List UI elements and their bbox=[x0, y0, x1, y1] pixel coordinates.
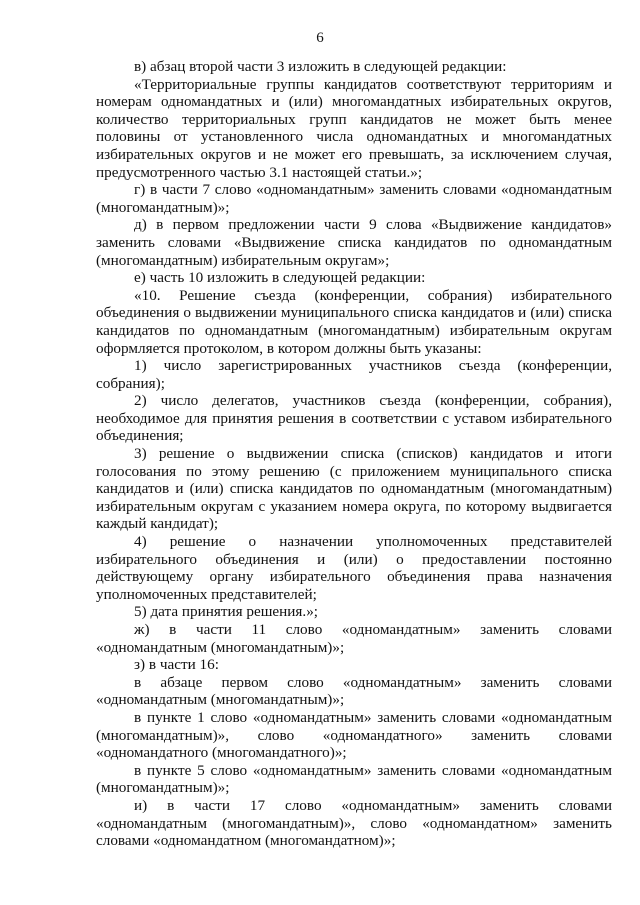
paragraph-quote-territorial-groups: «Территориальные группы кандидатов соответствуют территориям и номерам одномандатных и (или) многомандатных избирательных округов, количество территориальных групп кандидатов не может быть менее половины от установленного числа одномандатных и многомандатных избирательных округов и не может его превышать, за исключением случая, предусмотренного частью 3.1 настоящей статьи.»; bbox=[96, 75, 612, 181]
list-item-5: 5) дата принятия решения.»; bbox=[134, 603, 319, 621]
list-item-1: 1) число зарегистрированных участников съезда (конференции, собрания); bbox=[96, 357, 612, 392]
list-item-2: 2) число делегатов, участников съезда (конференции, собрания), необходимое для принятия решения в соответствии с уставом избирательного объединения; bbox=[96, 392, 612, 445]
paragraph-z-abzac-1: в абзаце первом слово «одномандатным» заменить словами «одномандатным (многомандатным)»; bbox=[96, 673, 612, 709]
paragraph-z: з) в части 16: bbox=[134, 656, 219, 674]
list-item-3: 3) решение о выдвижении списка (списков) кандидатов и итоги голосования по этому решению (с приложением муниципального списка кандидатов и (или) списка кандидатов по одномандатным (многомандатным) избирательным округам с указанием номера округа, по которому выдвигается каждый кандидат); bbox=[96, 445, 612, 533]
page-number: 6 bbox=[316, 30, 324, 46]
document-body bbox=[96, 58, 612, 850]
paragraph-g: г) в части 7 слово «одномандатным» заменить словами «одномандатным (многомандатным)»; bbox=[96, 181, 612, 216]
paragraph-i: и) в части 17 слово «одномандатным» заменить словами «одномандатным (многомандатным)», слово «одномандатном» заменить словами «одномандатном (многомандатном)»; bbox=[96, 796, 612, 850]
list-item-4: 4) решение о назначении уполномоченных представителей избирательного объединения и (или) о предоставлении постоянно действующему органу избирательного объединения права назначения уполномоченных представителей; bbox=[96, 533, 612, 603]
paragraph-d: д) в первом предложении части 9 слова «Выдвижение кандидатов» заменить словами «Выдвижение списка кандидатов по одномандатным (многомандатным) избирательным округам»; bbox=[96, 216, 612, 269]
paragraph-z-punkt-1: в пункте 1 слово «одномандатным» заменить словами «одномандатным (многомандатным)», слово «одномандатного» заменить словами «одномандатного (многомандатного)»; bbox=[96, 708, 612, 762]
paragraph-zh: ж) в части 11 слово «одномандатным» заменить словами «одномандатным (многомандатным)»; bbox=[96, 621, 612, 656]
paragraph-v: в) абзац второй части 3 изложить в следующей редакции: bbox=[134, 58, 507, 75]
paragraph-e: е) часть 10 изложить в следующей редакции: bbox=[134, 269, 426, 287]
paragraph-z-punkt-5: в пункте 5 слово «одномандатным» заменить словами «одномандатным (многомандатным)»; bbox=[96, 761, 612, 797]
paragraph-quote-part-10: «10. Решение съезда (конференции, собрания) избирательного объединения о выдвижении муниципального списка кандидатов и (или) списка кандидатов по одномандатным (многомандатным) избирательным округам оформляется протоколом, в котором должны быть указаны: bbox=[96, 286, 612, 357]
